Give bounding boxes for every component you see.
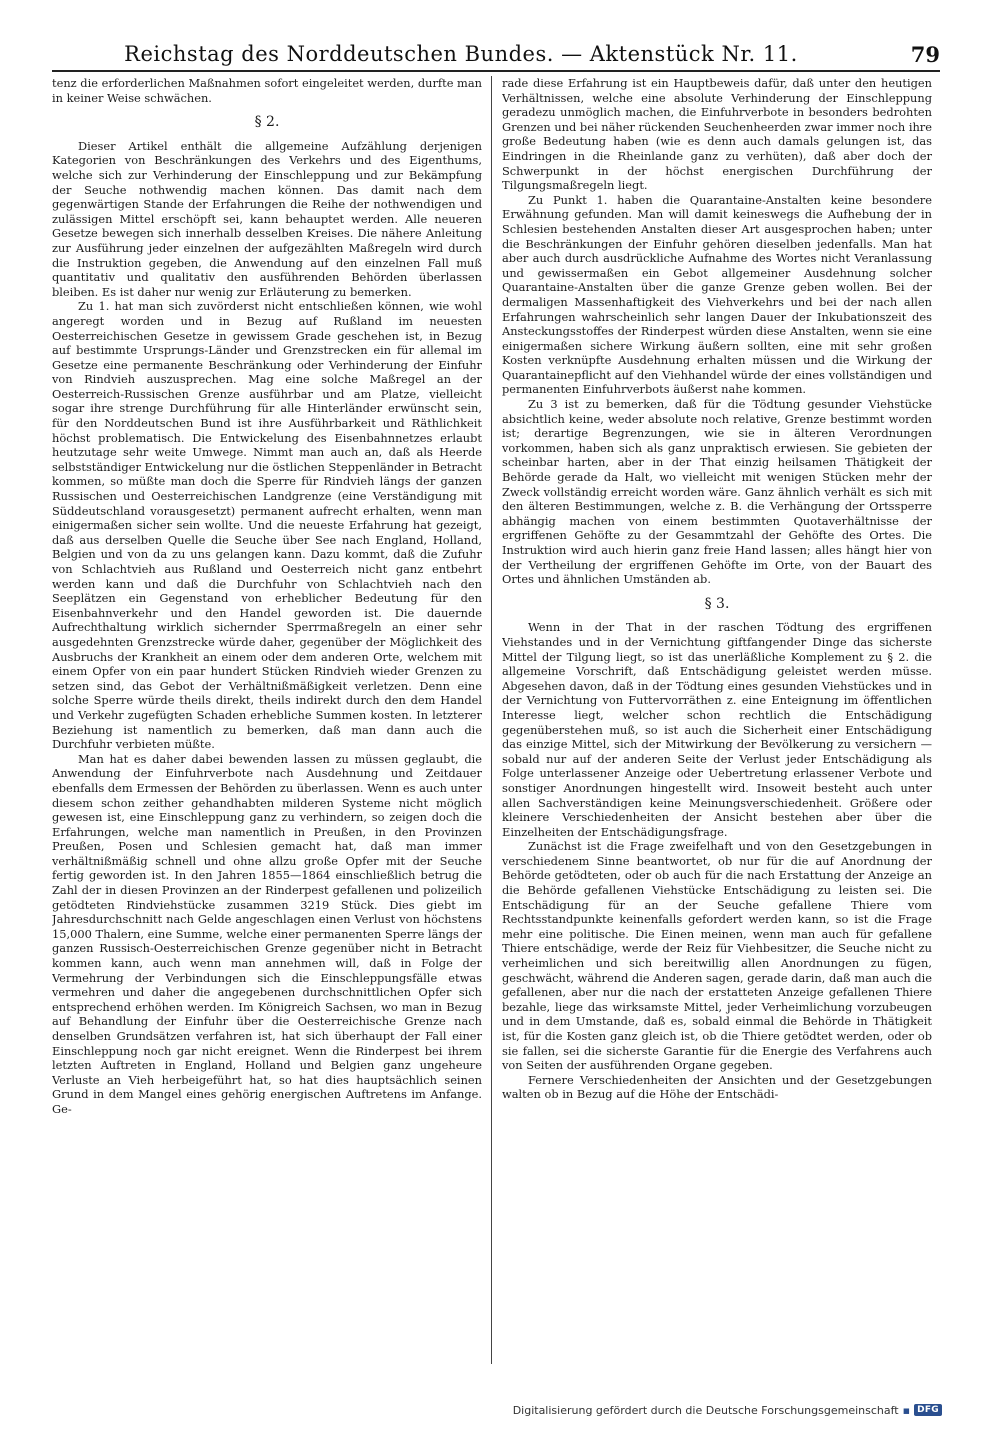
paragraph: Fernere Verschiedenheiten der Ansichten und der Gesetzgebungen walten ob in Bezug auf die Höhe der Entschädi- [502, 1072, 932, 1102]
paragraph: Wenn in der That in der raschen Tödtung des ergriffenen Viehstandes und in der Vernichtung giftfangender Dinge das sicherste Mittel der Tilgung liegt, so ist das unerläßliche Komplement zu § 2. die allgemeine Vorschrift, daß Entschädigung geleistet werden müsse. Abgesehen davon, daß in der Tödtung eines gesunden Viehstückes und in der Vernichtung von Futtervorräthen z. eine Enteignung im öffentlichen Interesse liegt, welcher schon rechtlich die Entschädigung gegenüberstehen muß, so ist auch die Sicherheit einer Entschädigung das einzige Mittel, sich der Mitwirkung der Bevölkerung zu versichern — sobald nur auf der anderen Seite der Verlust jeder Entschädigung als Folge unterlassener Anzeige oder Uebertretung erlassener Verbote und sonstiger Anordnungen hingestellt wird. Insoweit besteht auch unter allen Sachverständigen keine Meinungsverschiedenheit. Größere oder kleinere Verschiedenheiten der Ansicht bestehen aber über die Einzelheiten der Entschädigungsfrage. [502, 620, 932, 839]
bullet-icon: ▪ [902, 1403, 911, 1417]
paragraph: Zu 1. hat man sich zuvörderst nicht entschließen können, wie wohl angeregt worden und in Bezug auf Rußland im neuesten Oesterreichischen Gesetze in gewissem Grade geschehen ist, in Bezug auf bestimmte Ursprungs-Länder und Grenzstrecken ein für allemal im Gesetze eine permanente Beschränkung oder Verhinderung der Einfuhr von Rindvieh auszusprechen. Mag eine solche Maßregel an der Oesterreich-Russischen Grenze ausführbar und am Platze, vielleicht sogar ihre strenge Durchführung für alle Hinterländer erwünscht sein, für den Norddeutschen Bund ist ihre Ausführbarkeit und Räthlichkeit höchst problematisch. Die Entwickelung des Eisenbahnnetzes erlaubt heutzutage sehr weite Umwege. Nimmt man auch an, daß als Heerde selbstständiger Entwickelung nur die östlichen Steppenländer in Betracht kommen, so müßte man doch die Sperre für Rindvieh längs der ganzen Russischen und Oesterreichischen Landgrenze (eine Verständigung mit Süddeutschland vorausgesetzt) permanent aufrecht erhalten, wenn man einigermaßen sicher sein wollte. Und die neueste Erfahrung hat gezeigt, daß aus derselben Quelle die Seuche über See nach England, Holland, Belgien und von da zu uns gelangen kann. Dazu kommt, daß die Zufuhr von Schlachtvieh aus Rußland und Oesterreich nicht ganz entbehrt werden kann und daß die Durchfuhr von Schlachtvieh nach den Seeplätzen ein Gegenstand von erheblicher Bedeutung für den Eisenbahnverkehr und den Handel geworden ist. Die dauernde Aufrechthaltung wirklich sichernder Sperrmaßregeln an einer sehr ausgedehnten Grenzstrecke würde daher, gegenüber der Möglichkeit des Ausbruchs der Krankheit an einem oder dem anderen Orte, welchem mit einem Opfer von ein paar hundert Stücken Rindvieh wieder Grenzen zu setzen sind, das Gebot der Verhältnißmäßigkeit verletzen. Denn eine solche Sperre würde theils direkt, theils indirekt durch den dem Handel und Verkehr zugefügten Schaden erhebliche Summen kosten. In letzterer Beziehung ist namentlich zu bemerken, daß man dann auch die Durchfuhr verbieten müßte. [52, 299, 482, 752]
left-column [52, 76, 482, 1368]
paragraph: rade diese Erfahrung ist ein Hauptbeweis dafür, daß unter den heutigen Verhältnissen, welche eine absolute Verhinderung der Einschleppung geradezu unmöglich machen, die Einfuhrverbote in besonders bedrohten Grenzen und bei näher rückenden Seuchenheerden zwar immer noch ihre große Bedeutung haben (wie es denn auch damals gelungen ist, das Eindringen in die Rheinlande ganz zu verhüten), daß aber doch der Schwerpunkt in der höchst energischen Durchführung der Tilgungsmaßregeln liegt. [502, 76, 932, 193]
footer-text: Digitalisierung gefördert durch die Deutsche Forschungsgemeinschaft [512, 1403, 899, 1417]
paragraph: tenz die erforderlichen Maßnahmen sofort eingeleitet werden, durfte man in keiner Weise schwächen. [52, 76, 482, 105]
paragraph: Zunächst ist die Frage zweifelhaft und von den Gesetzgebungen in verschiedenem Sinne beantwortet, ob nur für die auf Anordnung der Behörde getödteten, oder ob auch für die nach Erstattung der Anzeige an die Behörde gefallenen Viehstücke Entschädigung zu leisten sei. Die Entschädigung für an der Seuche gefallene Thiere vom Rechtsstandpunkte keinenfalls gefordert werden kann, so ist die Frage mehr eine politische. Die Einen meinen, wenn man auch für gefallene Thiere entschädige, werde der Reiz für Viehbesitzer, die Seuche nicht zu verheimlichen und sich bereitwillig allen Anordnungen zu fügen, geschwächt, während die Anderen sagen, gerade darin, daß man auch die gefallenen, aber nur die nach der erstatteten Anzeige gefallenen Thiere bezahle, liege das wirksamste Mittel, jeder Verheimlichung vorzubeugen und in dem Umstande, daß es, sobald einmal die Behörde in Thätigkeit ist, für die Kosten ganz gleich ist, ob die Thiere getödtet werden, oder ob sie fallen, sei die sicherste Garantie für die Energie des Verfahrens auch von Seiten der ausführenden Organe gegeben. [502, 839, 932, 1073]
digitization-footer [513, 1401, 942, 1419]
page-header [52, 40, 940, 72]
section-heading: § 3. [704, 595, 730, 612]
running-title: Reichstag des Norddeutschen Bundes. — Aktenstück Nr. 11. [124, 42, 798, 66]
paragraph: Zu Punkt 1. haben die Quarantaine-Anstalten keine besondere Erwähnung gefunden. Man will damit keineswegs die Aufhebung der in Schlesien bestehenden Anstalten dieser Art ausgesprochen haben; unter die Beschränkungen der Einfuhr gehören dieselben jedenfalls. Man hat aber auch durch ausdrückliche Aufnahme des Wortes nicht Veranlassung und gewissermaßen ein Gebot allgemeiner Ausdehnung solcher Quarantaine-Anstalten über die ganze Grenze geben wollen. Bei der dermaligen Massenhaftigkeit des Viehverkehrs und bei der nach allen Erfahrungen wahrscheinlich sehr langen Dauer der Inkubationszeit des Ansteckungsstoffes der Rinderpest würden diese Anstalten, wenn sie eine einigermaßen sichere Wirkung äußern sollten, eine mit sehr großen Kosten verknüpfte Ausdehnung erhalten müssen und die Wirkung der Quarantainepflicht auf den Viehhandel würde der eines vollständigen und permanenten Einfuhrverbots äußerst nahe kommen. [502, 192, 932, 397]
page-number: 79 [910, 42, 940, 67]
column-divider [491, 76, 492, 1364]
paragraph: Dieser Artikel enthält die allgemeine Aufzählung derjenigen Kategorien von Beschränkungen des Verkehrs und des Eigenthums, welche sich zur Verhinderung der Einschleppung und zur Bekämpfung der Seuche nothwendig machen können. Das damit nach dem gegenwärtigen Stande der Erfahrungen die Reihe der nothwendigen und zulässigen Mittel erschöpft sei, kann behauptet werden. Alle neueren Gesetze bewegen sich innerhalb desselben Kreises. Die nähere Anleitung zur Ausführung jeder einzelnen der aufgezählten Maßregeln wird durch die Instruktion gegeben, die Anwendung auf den einzelnen Fall muß quantitativ und qualitativ den ausführenden Behörden überlassen bleiben. Es ist daher nur wenig zur Erläuterung zu bemerken. [52, 138, 482, 299]
paragraph: Man hat es daher dabei bewenden lassen zu müssen geglaubt, die Anwendung der Einfuhrverbote nach Ausdehnung und Zeitdauer ebenfalls dem Ermessen der Behörden zu überlassen. Wenn es auch unter diesem schon zeither gehandhabten milderen Systeme nicht möglich gewesen ist, eine Einschleppung ganz zu verhindern, so zeigen doch die Erfahrungen, welche man namentlich in Preußen, in den Provinzen Preußen, Posen und Schlesien gemacht hat, daß man immer verhältnißmäßig schnell und ohne allzu große Opfer mit der Seuche fertig geworden ist. In den Jahren 1855—1864 einschließlich betrug die Zahl der in diesen Provinzen an der Rinderpest gefallenen und polizeilich getödteten Rindviehstücke zusammen 3219 Stück. Dies giebt im Jahresdurchschnitt nach Gelde angeschlagen einen Verlust von höchstens 15,000 Thalern, eine Summe, welche einer permanenten Sperre längs der ganzen Russisch-Oesterreichischen Grenze gegenüber nicht in Betracht kommen kann, auch wenn man annehmen will, daß in Folge der Vermehrung der Verbindungen sich die Einschleppungsfälle etwas vermehren und daher die angegebenen durchschnittlichen Opfer sich entsprechend erhöhen werden. Im Königreich Sachsen, wo man in Bezug auf Behandlung der Einfuhr über die Oesterreichische Grenze nach denselben Grundsätzen verfahren ist, hat sich überhaupt der Fall einer Einschleppung noch gar nicht ereignet. Wenn die Rinderpest bei ihrem letzten Auftreten in England, Holland und Belgien ganz ungeheure Verluste an Vieh herbeigeführt hat, so hat dies hauptsächlich seinen Grund in dem Mangel eines gehörig energischen Auftretens im Anfange. Ge- [52, 751, 482, 1116]
section-heading: § 2. [254, 114, 280, 131]
right-column [502, 76, 932, 1368]
paragraph: Zu 3 ist zu bemerken, daß für die Tödtung gesunder Viehstücke absichtlich keine, weder absolute noch relative, Grenze bestimmt worden ist; derartige Begrenzungen, wie sie in älteren Verordnungen vorkommen, haben sich als ganz unpraktisch erwiesen. Sie gebieten der scheinbar harten, aber in der That einzig heilsamen Thätigkeit der Behörde gerade da Halt, wo vielleicht mit wenigen Stücken mehr der Zweck vollständig erreicht worden wäre. Ganz ähnlich verhält es sich mit den älteren Bestimmungen, welche z. B. die Verhängung der Ortssperre abhängig machen von einem bestimmten Quotaverhältnisse der ergriffenen Gehöfte zu der Gesammtzahl der Gehöfte des Ortes. Die Instruktion wird auch hierin ganz freie Hand lassen; alles hängt hier von der Vertheilung der ergriffenen Gehöfte im Orte, von der Bauart des Ortes und ähnlichen Umständen ab. [502, 397, 932, 587]
dfg-logo: DFG [914, 1404, 942, 1416]
